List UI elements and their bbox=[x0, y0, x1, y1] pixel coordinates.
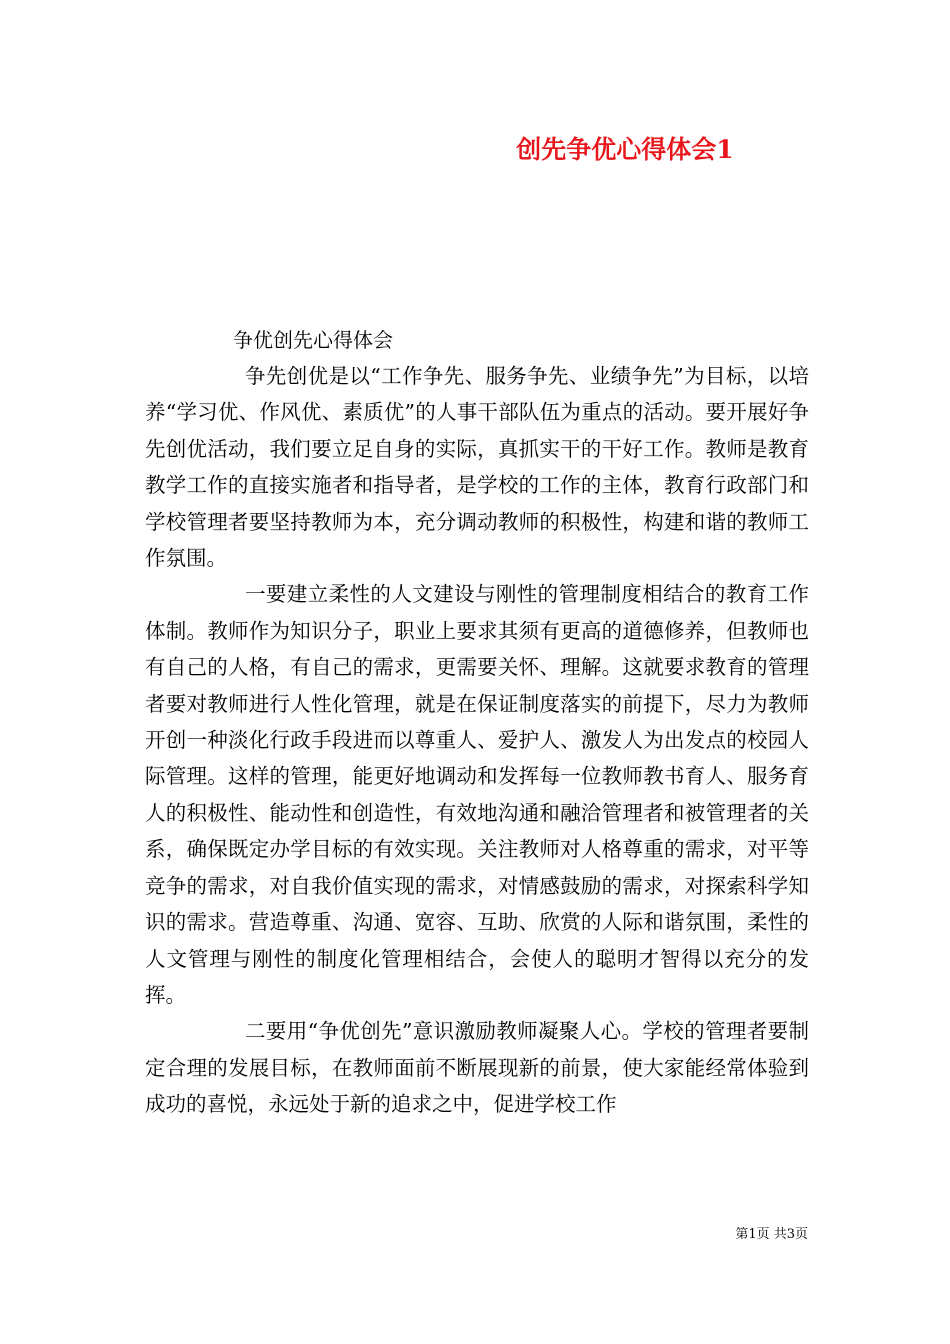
document-body bbox=[145, 358, 809, 1123]
paragraph-2: 一要建立柔性的人文建设与刚性的管理制度相结合的教育工作体制。教师作为知识分子，职业上要求其须有更高的道德修养，但教师也有自己的人格，有自己的需求，更需要关怀、理解。这就要求教育的管理者要对教师进行人性化管理，就是在保证制度落实的前提下，尽力为教师开创一种淡化行政手段进而以尊重人、爱护人、激发人为出发点的校园人际管理。这样的管理，能更好地调动和发挥每一位教师教书育人、服务育人的积极性、能动性和创造性，有效地沟通和融洽管理者和被管理者的关系，确保既定办学目标的有效实现。关注教师对人格尊重的需求，对平等竞争的需求，对自我价值实现的需求，对情感鼓励的需求，对探索科学知识的需求。营造尊重、沟通、宽容、互助、欣赏的人际和谐氛围，柔性的人文管理与刚性的制度化管理相结合，会使人的聪明才智得以充分的发挥。 bbox=[145, 582, 809, 1007]
paragraph-1: 争先创优是以“工作争先、服务争先、业绩争先”为目标，以培养“学习优、作风优、素质优”的人事干部队伍为重点的活动。要开展好争先创优活动，我们要立足自身的实际，真抓实干的干好工作。教师是教育教学工作的直接实施者和指导者，是学校的工作的主体，教育行政部门和学校管理者要坚持教师为本，充分调动教师的积极性，构建和谐的教师工作氛围。 bbox=[145, 364, 809, 571]
paragraph-3: 二要用“争优创先”意识激励教师凝聚人心。学校的管理者要制定合理的发展目标，在教师面前不断展现新的前景，使大家能经常体验到成功的喜悦，永远处于新的追求之中，促进学校工作 bbox=[145, 1019, 809, 1117]
document-title: 创先争优心得体会1 bbox=[516, 135, 734, 164]
page-number-footer: 第1页 共3页 bbox=[735, 1227, 808, 1242]
document-subtitle: 争优创先心得体会 bbox=[233, 328, 393, 352]
